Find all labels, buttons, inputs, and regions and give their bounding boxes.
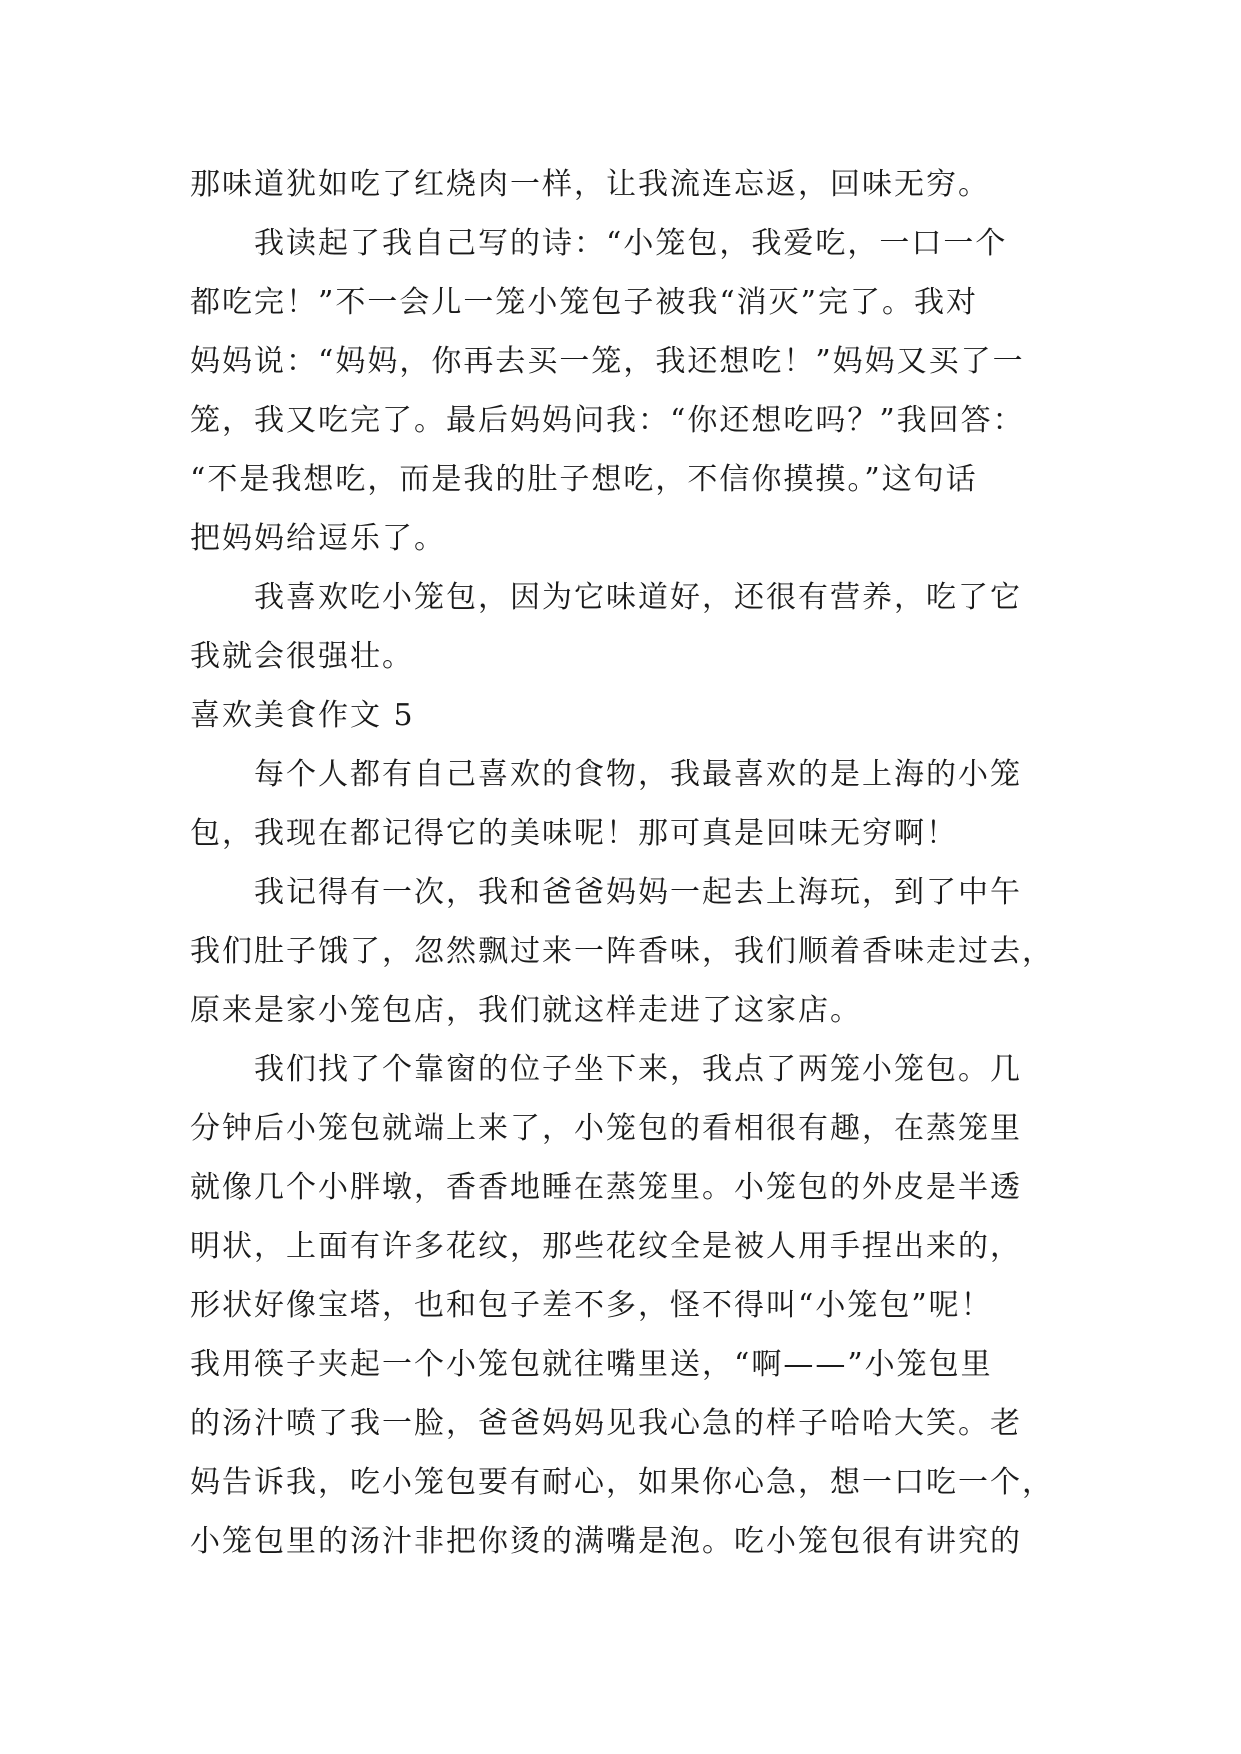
- text-line: 就像几个小胖墩，香香地睡在蒸笼里。小笼包的外皮是半透: [190, 1170, 1022, 1205]
- text-line: 我用筷子夹起一个小笼包就往嘴里送，“啊——”小笼包里: [190, 1347, 993, 1382]
- text-line: 笼，我又吃完了。最后妈妈问我：“你还想吃吗？”我回答：: [190, 403, 1025, 438]
- paragraph-start-line: 我们找了个靠窗的位子坐下来，我点了两笼小笼包。几: [254, 1052, 1022, 1087]
- text-line: 形状好像宝塔，也和包子差不多，怪不得叫“小笼包”呢！: [190, 1288, 993, 1323]
- text-line: “不是我想吃，而是我的肚子想吃，不信你摸摸。”这句话: [190, 462, 978, 497]
- text-line: 的汤汁喷了我一脸，爸爸妈妈见我心急的样子哈哈大笑。老: [190, 1406, 1022, 1441]
- paragraph-start-line: 我读起了我自己写的诗：“小笼包，我爱吃，一口一个: [254, 226, 1008, 261]
- text-line: 原来是家小笼包店，我们就这样走进了这家店。: [190, 993, 862, 1028]
- text-line: 把妈妈给逗乐了。: [190, 521, 446, 556]
- text-line: 明状，上面有许多花纹，那些花纹全是被人用手捏出来的，: [190, 1229, 1022, 1264]
- text-line: 包，我现在都记得它的美味呢！那可真是回味无穷啊！: [190, 816, 958, 851]
- text-line: 都吃完！”不一会儿一笼小笼包子被我“消灭”完了。我对: [190, 285, 979, 320]
- paragraph-start-line: 我记得有一次，我和爸爸妈妈一起去上海玩，到了中午: [254, 875, 1022, 910]
- text-line: 我们肚子饿了，忽然飘过来一阵香味，我们顺着香味走过去，: [190, 934, 1054, 969]
- text-line: 妈告诉我，吃小笼包要有耐心，如果你心急，想一口吃一个，: [190, 1465, 1054, 1500]
- text-line: 妈妈说：“妈妈，你再去买一笼，我还想吃！”妈妈又买了一: [190, 344, 1025, 379]
- section-heading: 喜欢美食作文 5: [190, 698, 415, 733]
- paragraph-start-line: 每个人都有自己喜欢的食物，我最喜欢的是上海的小笼: [254, 757, 1022, 792]
- text-line: 分钟后小笼包就端上来了，小笼包的看相很有趣，在蒸笼里: [190, 1111, 1022, 1146]
- text-line: 小笼包里的汤汁非把你烫的满嘴是泡。吃小笼包很有讲究的: [190, 1524, 1022, 1559]
- text-line: 那味道犹如吃了红烧肉一样，让我流连忘返，回味无穷。: [190, 167, 990, 202]
- paragraph-start-line: 我喜欢吃小笼包，因为它味道好，还很有营养，吃了它: [254, 580, 1022, 615]
- text-line: 我就会很强壮。: [190, 639, 414, 674]
